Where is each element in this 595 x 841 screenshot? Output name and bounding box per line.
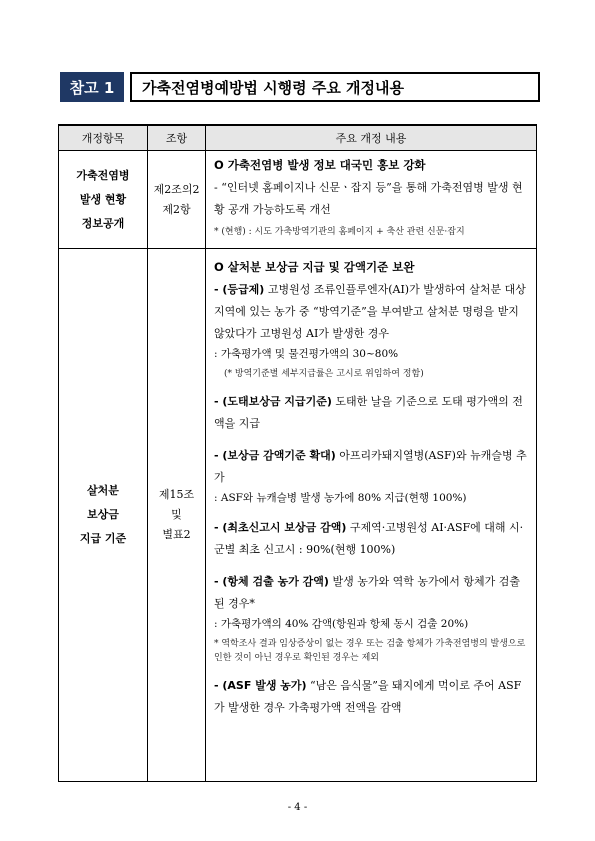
item-cell: 가축전염병 발생 현황 정보공개	[59, 151, 148, 249]
amendment-table	[58, 124, 537, 782]
section-heading: O 살처분 보상금 지급 및 감액기준 보완	[214, 260, 415, 274]
column-header: 개정항목	[59, 125, 148, 151]
article-cell: 제2조의2 제2항	[148, 151, 206, 249]
bullet-sub: : 가축평가액의 40% 감액(항원과 항체 동시 검출 20%)	[214, 618, 469, 630]
article-cell: 제15조 및 별표2	[148, 249, 206, 782]
footnote: * 역학조사 결과 임상증상이 없는 경우 또는 검출 항체가 가축전염병의 발생으로 인한 것이 아닌 경우로 확인된 경우는 제외	[214, 639, 526, 663]
content-cell	[206, 249, 537, 782]
bullet-item: - (보상금 감액기준 확대) 아프리카돼지열병(ASF)와 뉴캐슬병 추가	[214, 449, 527, 484]
reference-badge: 참고 1	[60, 72, 124, 102]
footnote: (* 방역기준별 세부지급률은 고시로 위임하여 정함)	[224, 369, 424, 379]
footnote: * (현행) : 시도 가축방역기관의 홈페이지 + 축산 관련 신문·잡지	[214, 227, 465, 237]
page-number: - 4 -	[287, 802, 308, 813]
table-header-row	[59, 125, 537, 151]
bullet-item: - (최초신고시 보상금 감액) 구제역·고병원성 AI·ASF에 대해 시·군별 최초 신고시 : 90%(현행 100%)	[214, 521, 524, 556]
table-row	[59, 249, 537, 782]
column-header: 주요 개정 내용	[206, 125, 537, 151]
bullet-text: - “인터넷 홈페이지나 신문ㆍ잡지 등”을 통해 가축전염병 발생 현황 공개 가능하도록 개선	[214, 181, 523, 216]
bullet-sub: : ASF와 뉴캐슬병 발생 농가에 80% 지급(현행 100%)	[214, 492, 467, 504]
page-header	[60, 72, 540, 102]
item-cell: 살처분 보상금 지급 기준	[59, 249, 148, 782]
content-cell	[206, 151, 537, 249]
bullet-item: - (도태보상금 지급기준) 도태한 날을 기준으로 도태 평가액의 전액을 지급	[214, 395, 523, 430]
bullet-sub: : 가축평가액 및 물건평가액의 30~80%	[214, 348, 399, 360]
section-heading: O 가축전염병 발생 정보 대국민 홍보 강화	[214, 158, 426, 172]
bullet-item: - (항체 검출 농가 감액) 발생 농가와 역학 농가에서 항체가 검출된 경우*	[214, 575, 520, 610]
bullet-item: - (등급제) 고병원성 조류인플루엔자(AI)가 발생하여 살처분 대상 지역에 있는 농가 중 “방역기준”을 부여받고 살처분 명령을 받지 않았다가 고병원성 AI가 발생한 경우	[214, 283, 526, 340]
table-row	[59, 151, 537, 249]
document-title: 가축전염병예방법 시행령 주요 개정내용	[130, 72, 540, 102]
column-header: 조항	[148, 125, 206, 151]
bullet-item: - (ASF 발생 농가) “남은 음식물”을 돼지에게 먹이로 주어 ASF가 발생한 경우 가축평가액 전액을 감액	[214, 679, 522, 714]
